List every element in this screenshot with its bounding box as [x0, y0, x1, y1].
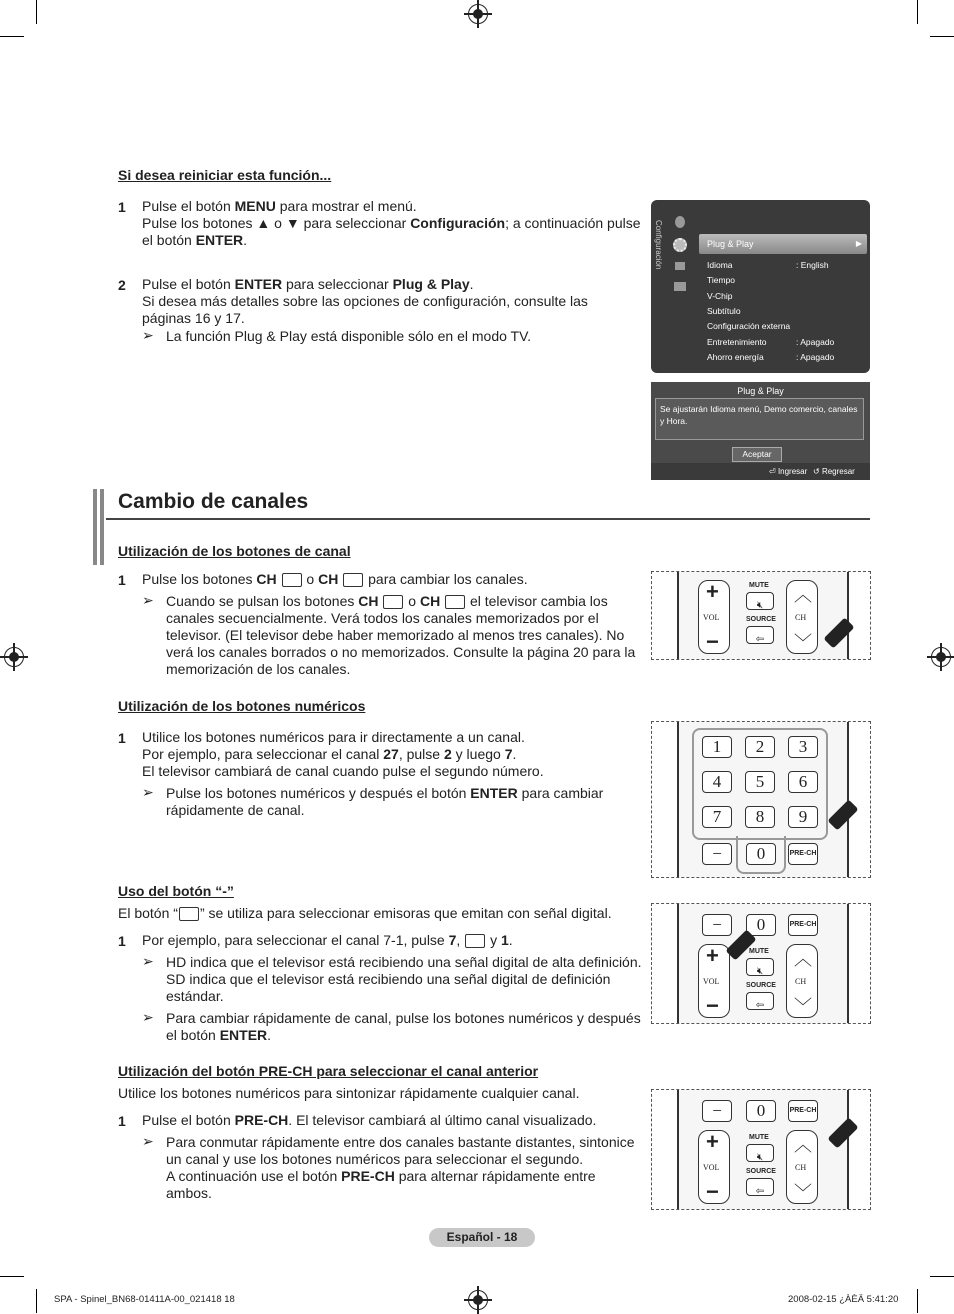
page-number: Español - 18: [429, 1228, 535, 1247]
dash-key: −: [702, 843, 732, 865]
mute-icon: 🔇︎: [746, 1144, 774, 1162]
registration-mark-icon: [4, 647, 24, 667]
mute-icon: 🔇︎: [746, 592, 774, 610]
dash-key: −: [702, 914, 732, 936]
osd-side-label: Configuración: [654, 220, 663, 270]
step-text: páginas 16 y 17.: [142, 310, 245, 326]
step-text: Si desea más detalles sobre las opciones de configuración, consulte las: [142, 293, 588, 309]
crop-mark: [917, 0, 918, 24]
chevron-down-icon: ﹀: [794, 997, 812, 1017]
source-icon: ⇦: [746, 626, 774, 644]
crop-mark: [0, 1276, 24, 1277]
note-text: rápidamente de canal.: [166, 802, 305, 818]
step-text: El televisor cambiará de canal cuando pulse el segundo número.: [142, 763, 544, 779]
enter-hint: ⏎ Ingresar: [769, 467, 808, 476]
step-number: 1: [118, 730, 126, 746]
digit-key-4: 4: [702, 771, 732, 793]
support-icon: [674, 282, 686, 291]
crop-mark: [930, 36, 954, 37]
ch-up-icon: [282, 573, 302, 587]
note-text: televisor. (El televisor debe haber memorizado al menos tres canales). No: [166, 627, 625, 643]
note-text: A continuación use el botón PRE-CH para alternar rápidamente entre: [166, 1168, 596, 1184]
step-text: Por ejemplo, para seleccionar el canal 27, pulse 2 y luego 7.: [142, 746, 517, 762]
dialog-title: Plug & Play: [737, 386, 784, 396]
section-heading-reset: Si desea reiniciar esta función...: [118, 167, 332, 183]
prech-key: PRE-CH: [788, 914, 818, 936]
note-text: verá los canales borrados o no memorizados. Consulte la página 20 para la: [166, 644, 636, 660]
crop-mark: [917, 1289, 918, 1313]
registration-mark-icon: [468, 4, 488, 24]
step-text: Utilice los botones numéricos para ir directamente a un canal.: [142, 729, 525, 745]
note-text: HD indica que el televisor está recibiendo una señal digital de alta definición.: [166, 954, 642, 970]
osd-menu-item[interactable]: V-Chip: [707, 290, 733, 301]
ch-up-icon: [383, 595, 403, 609]
ch-rocker: ︿ CH ﹀: [786, 1130, 818, 1204]
step-text: Pulse el botón PRE-CH. El televisor cambiará al último canal visualizado.: [142, 1112, 597, 1128]
source-icon: ⇦: [746, 992, 774, 1010]
osd-menu-item[interactable]: Tiempo: [707, 275, 736, 286]
digit-key-0: 0: [746, 914, 776, 936]
digit-key-0: 0: [746, 843, 776, 865]
note-text: estándar.: [166, 988, 224, 1004]
remote-illustration-keypad: [651, 721, 871, 878]
title-bar-decoration: [93, 489, 97, 565]
digit-key-3: 3: [788, 736, 818, 758]
remote-illustration-prech: − 0 PRE-CH + VOL − MUTE 🔇︎ SOURCE ⇦ ︿ CH ﹀: [651, 1089, 871, 1210]
registration-mark-icon: [468, 1290, 488, 1310]
note-text: ambos.: [166, 1185, 212, 1201]
note-text: Pulse los botones numéricos y después el botón ENTER para cambiar: [166, 785, 604, 801]
note-text: canales secuencialmente. Verá todos los canales memorizados por el: [166, 610, 599, 626]
chevron-up-icon: ︿: [794, 1135, 812, 1155]
title-bar-decoration: [100, 489, 104, 565]
step-number: 1: [118, 1113, 126, 1129]
vol-rocker: + VOL −: [698, 1130, 730, 1204]
ch-rocker: ︿ CH ﹀: [786, 944, 818, 1018]
remote-illustration-ch: + VOL − MUTE 🔇︎ SOURCE ⇦ ︿ CH ﹀: [651, 571, 871, 660]
chevron-up-icon: ︿: [794, 585, 812, 605]
ch-rocker: ︿ CH ﹀: [786, 580, 818, 654]
step-number: 1: [118, 199, 126, 215]
return-hint: ↺ Regresar: [813, 467, 855, 476]
crop-mark: [36, 0, 37, 24]
accept-button[interactable]: Aceptar: [732, 447, 782, 462]
osd-menu-item[interactable]: Idioma : English: [707, 260, 829, 270]
digit-key-7: 7: [702, 806, 732, 828]
footer-left: SPA - Spinel_BN68-01411A-00_021418 18: [54, 1294, 235, 1305]
note-text: La función Plug & Play está disponible sólo en el modo TV.: [166, 328, 532, 344]
input-icon: [675, 262, 685, 270]
digit-key-6: 6: [788, 771, 818, 793]
prech-key: PRE-CH: [788, 843, 818, 865]
note-text: Para cambiar rápidamente de canal, pulse los botones numéricos y después: [166, 1010, 641, 1026]
digit-key-0: 0: [746, 1100, 776, 1122]
dialog-message: Se ajustarán Idioma menú, Demo comercio, canales y Hora.: [655, 398, 864, 440]
crop-mark: [930, 1276, 954, 1277]
step-text: Pulse los botones CH o CH para cambiar los canales.: [142, 571, 528, 587]
intro-text: Utilice los botones numéricos para sintonizar rápidamente cualquier canal.: [118, 1085, 580, 1101]
note-arrow-icon: ➢: [142, 327, 154, 343]
remote-illustration-dash: − 0 PRE-CH + VOL − MUTE 🔇︎ SOURCE ⇦ ︿ CH ﹀: [651, 903, 871, 1024]
registration-mark-icon: [931, 647, 951, 667]
step-number: 1: [118, 572, 126, 588]
chevron-up-icon: ︿: [794, 949, 812, 969]
note-text: un canal y use los botones numéricos para seleccionar el segundo.: [166, 1151, 584, 1167]
note-arrow-icon: ➢: [142, 953, 154, 969]
section-heading-prech: Utilización del botón PRE-CH para seleccionar el canal anterior: [118, 1063, 539, 1079]
picture-icon: [675, 216, 685, 228]
note-text: Cuando se pulsan los botones CH o CH el televisor cambia los: [166, 593, 608, 609]
osd-menu-item[interactable]: Subtítulo: [707, 305, 741, 316]
note-text: memorización de los canales.: [166, 661, 351, 677]
section-heading-dash: Uso del botón “-”: [118, 883, 234, 899]
note-arrow-icon: ➢: [142, 592, 154, 608]
step-text: Pulse el botón ENTER para seleccionar Plug & Play.: [142, 276, 474, 292]
intro-text: El botón “ ” se utiliza para seleccionar emisoras que emitan con señal digital.: [118, 905, 612, 921]
vol-rocker: + VOL −: [698, 944, 730, 1018]
vol-rocker: + VOL −: [698, 580, 730, 654]
digit-key-5: 5: [745, 771, 775, 793]
footer-right: 2008-02-15 ¿ÀÈÄ 5:41:20: [788, 1294, 899, 1305]
step-text: Pulse los botones ▲ o ▼ para seleccionar Configuración; a continuación pulse: [142, 215, 641, 231]
note-arrow-icon: ➢: [142, 1009, 154, 1025]
dialog-footer: [651, 463, 870, 480]
note-text: el botón ENTER.: [166, 1027, 272, 1043]
digit-key-9: 9: [788, 806, 818, 828]
osd-plugplay-dialog: [651, 382, 870, 480]
dash-button-icon: [179, 907, 199, 921]
title-rule: [106, 518, 870, 520]
chevron-down-icon: ﹀: [794, 633, 812, 653]
digit-key-1: 1: [702, 736, 732, 758]
mute-icon: 🔇︎: [746, 958, 774, 976]
chevron-down-icon: ﹀: [794, 1183, 812, 1203]
osd-setup-menu: [651, 200, 870, 373]
step-text: el botón ENTER.: [142, 232, 248, 248]
arrow-right-icon: ▶: [855, 239, 862, 248]
dash-button-icon: [465, 934, 485, 948]
note-arrow-icon: ➢: [142, 1133, 154, 1149]
ch-down-icon: [445, 595, 465, 609]
section-heading-channel: Utilización de los botones de canal: [118, 543, 351, 559]
ch-down-icon: [343, 573, 363, 587]
note-text: SD indica que el televisor está recibiendo una señal digital de definición: [166, 971, 611, 987]
crop-mark: [36, 1289, 37, 1313]
source-icon: ⇦: [746, 1178, 774, 1196]
note-arrow-icon: ➢: [142, 784, 154, 800]
dash-key: −: [702, 1100, 732, 1122]
section-heading-numeric: Utilización de los botones numéricos: [118, 698, 366, 714]
step-number: 1: [118, 933, 126, 949]
prech-key: PRE-CH: [788, 1100, 818, 1122]
osd-menu-item[interactable]: Entretenimiento : Apagado: [707, 336, 835, 347]
digit-key-8: 8: [745, 806, 775, 828]
osd-selected-item[interactable]: Plug & Play ▶: [699, 234, 867, 254]
page-title: Cambio de canales: [118, 490, 309, 513]
step-text: Por ejemplo, para seleccionar el canal 7-1, pulse 7, y 1.: [142, 932, 513, 948]
osd-menu-item[interactable]: Ahorro energía : Apagado: [707, 351, 835, 362]
digit-key-2: 2: [745, 736, 775, 758]
crop-mark: [0, 36, 24, 37]
step-text: Pulse el botón MENU para mostrar el menú.: [142, 198, 417, 214]
osd-menu-item[interactable]: Configuración externa: [707, 321, 791, 332]
step-number: 2: [118, 277, 126, 293]
note-text: Para conmutar rápidamente entre dos canales bastante distantes, sintonice: [166, 1134, 635, 1150]
gear-icon: [673, 238, 687, 252]
